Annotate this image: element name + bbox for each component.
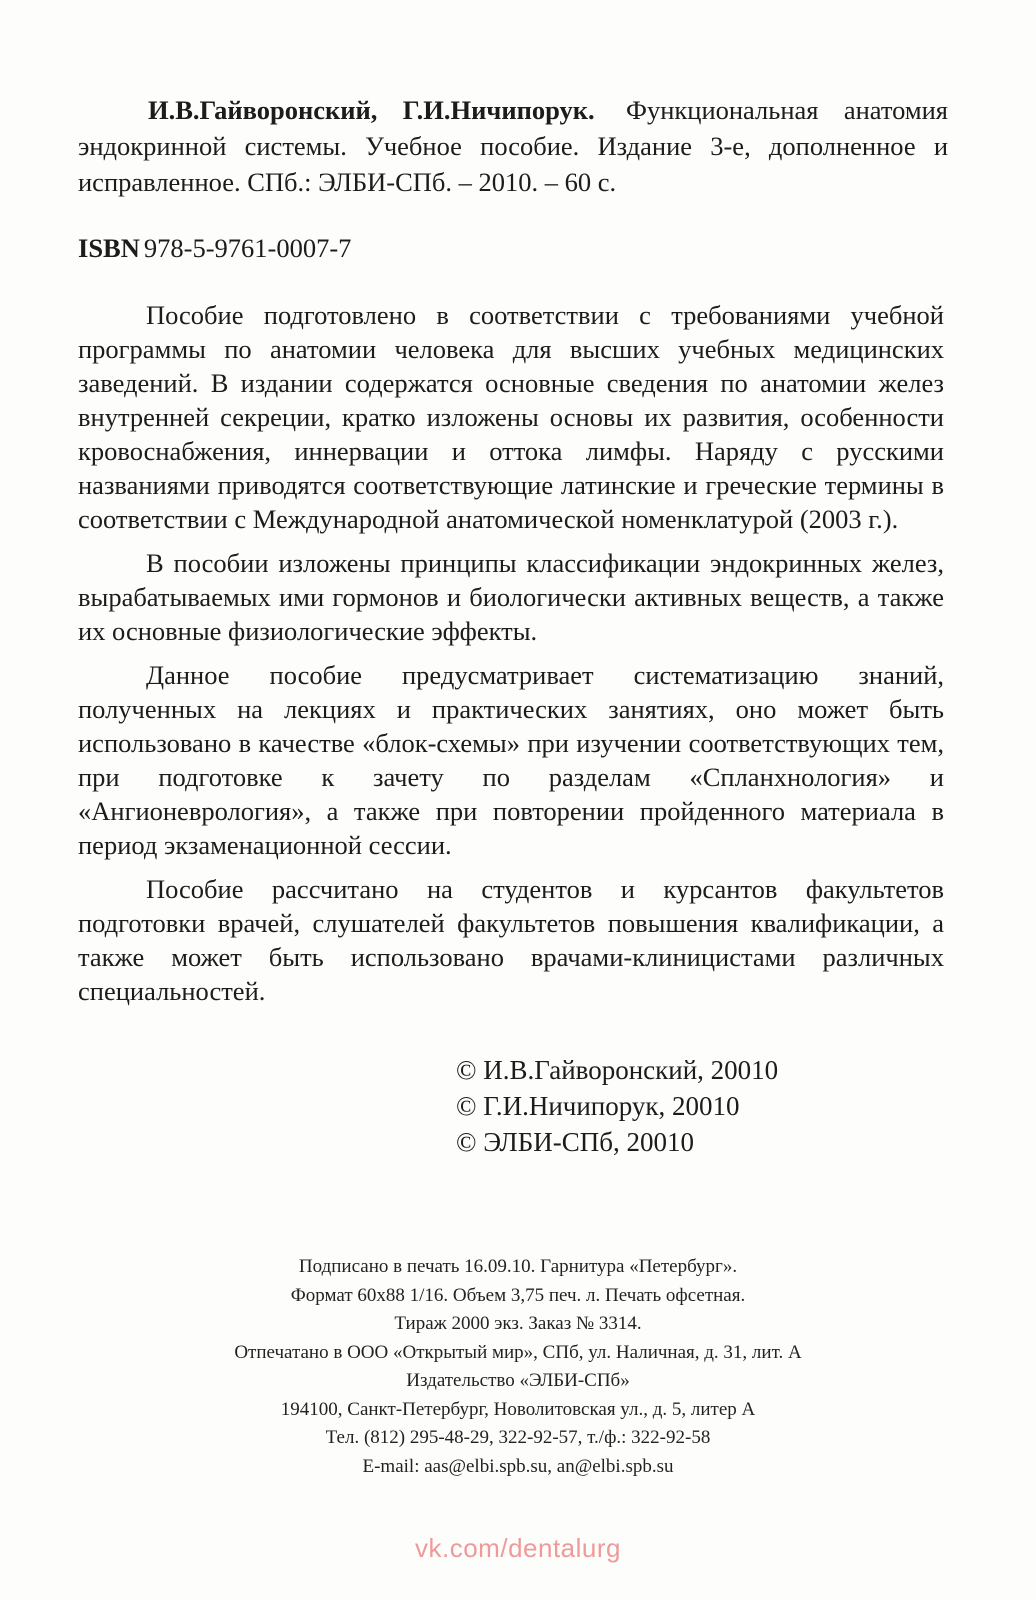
- imprint-line: Тираж 2000 экз. Заказ № 3314.: [394, 1313, 642, 1334]
- isbn-label: ISBN: [78, 233, 140, 263]
- imprint-line: 194100, Санкт-Петербург, Новолитовская ул., д. 5, литер А: [280, 1398, 756, 1420]
- abstract-paragraph: Данное пособие предусматривает систематизацию знаний, полученных на лекциях и практических занятиях, оно может быть использовано в качестве «блок-схемы» при изучении соответствующих тем, при подготовке к зачету по разделам «Спланхнология» и «Ангионеврология», а также при повторении пройденного материала в период экзаменационной сессии.: [78, 660, 944, 860]
- isbn-number: 978-5-9761-0007-7: [143, 233, 352, 263]
- abstract: [78, 298, 944, 1018]
- imprint-line: Отпечатано в ООО «Открытый мир», СПб, ул. Наличная, д. 31, лит. А: [234, 1341, 802, 1363]
- bibliographic-reference: [78, 92, 948, 200]
- imprint-block: [118, 1253, 918, 1481]
- watermark: vk.com/dentalurg: [415, 1533, 621, 1563]
- copyright-line: © Г.И.Ничипорук, 20010: [456, 1091, 740, 1121]
- abstract-paragraph: В пособии изложены принципы классификации эндокринных желез, вырабатываемых ими гормонов и биологически активных веществ, а также их основные физиологические эффекты.: [78, 548, 944, 646]
- isbn-line: [78, 230, 351, 266]
- imprint-line: Подписано в печать 16.09.10. Гарнитура «Петербург».: [298, 1256, 738, 1277]
- abstract-paragraph: Пособие подготовлено в соответствии с требованиями учебной программы по анатомии человека для высших учебных медицинских заведений. В издании содержатся основные сведения по анатомии желез внутренней секреции, кратко изложены основы их развития, особенности кровоснабжения, иннервации и оттока лимфы. Наряду с русскими названиями приводятся соответствующие латинские и греческие термины в соответствии с Международной анатомической номенклатурой (2003 г.).: [78, 300, 944, 534]
- imprint-line: Издательство «ЭЛБИ-СПб»: [406, 1370, 630, 1391]
- reference-authors: И.В.Гайворонский, Г.И.Ничипорук.: [148, 95, 595, 125]
- reference-description: Функциональная анатомия эндокринной системы. Учебное пособие. Издание 3-е, дополненное и исправленное. СПб.: ЭЛБИ-СПб. – 2010. – 60 с.: [78, 95, 948, 197]
- abstract-paragraph: Пособие рассчитано на студентов и курсантов факультетов подготовки врачей, слушателей факультетов повышения квалификации, а также может быть использовано врачами-клиницистами различных специальностей.: [78, 874, 944, 1006]
- copyright-line: © И.В.Гайворонский, 20010: [456, 1055, 779, 1085]
- imprint-line: Формат 60х88 1/16. Объем 3,75 печ. л. Печать офсетная.: [290, 1284, 746, 1306]
- imprint-line: E-mail: aas@elbi.spb.su, an@elbi.spb.su: [362, 1455, 674, 1477]
- copyright-line: © ЭЛБИ-СПб, 20010: [456, 1127, 694, 1157]
- imprint-line: Тел. (812) 295-48-29, 322-92-57, т./ф.: 322-92-58: [325, 1427, 711, 1448]
- copyright-block: [456, 1052, 778, 1160]
